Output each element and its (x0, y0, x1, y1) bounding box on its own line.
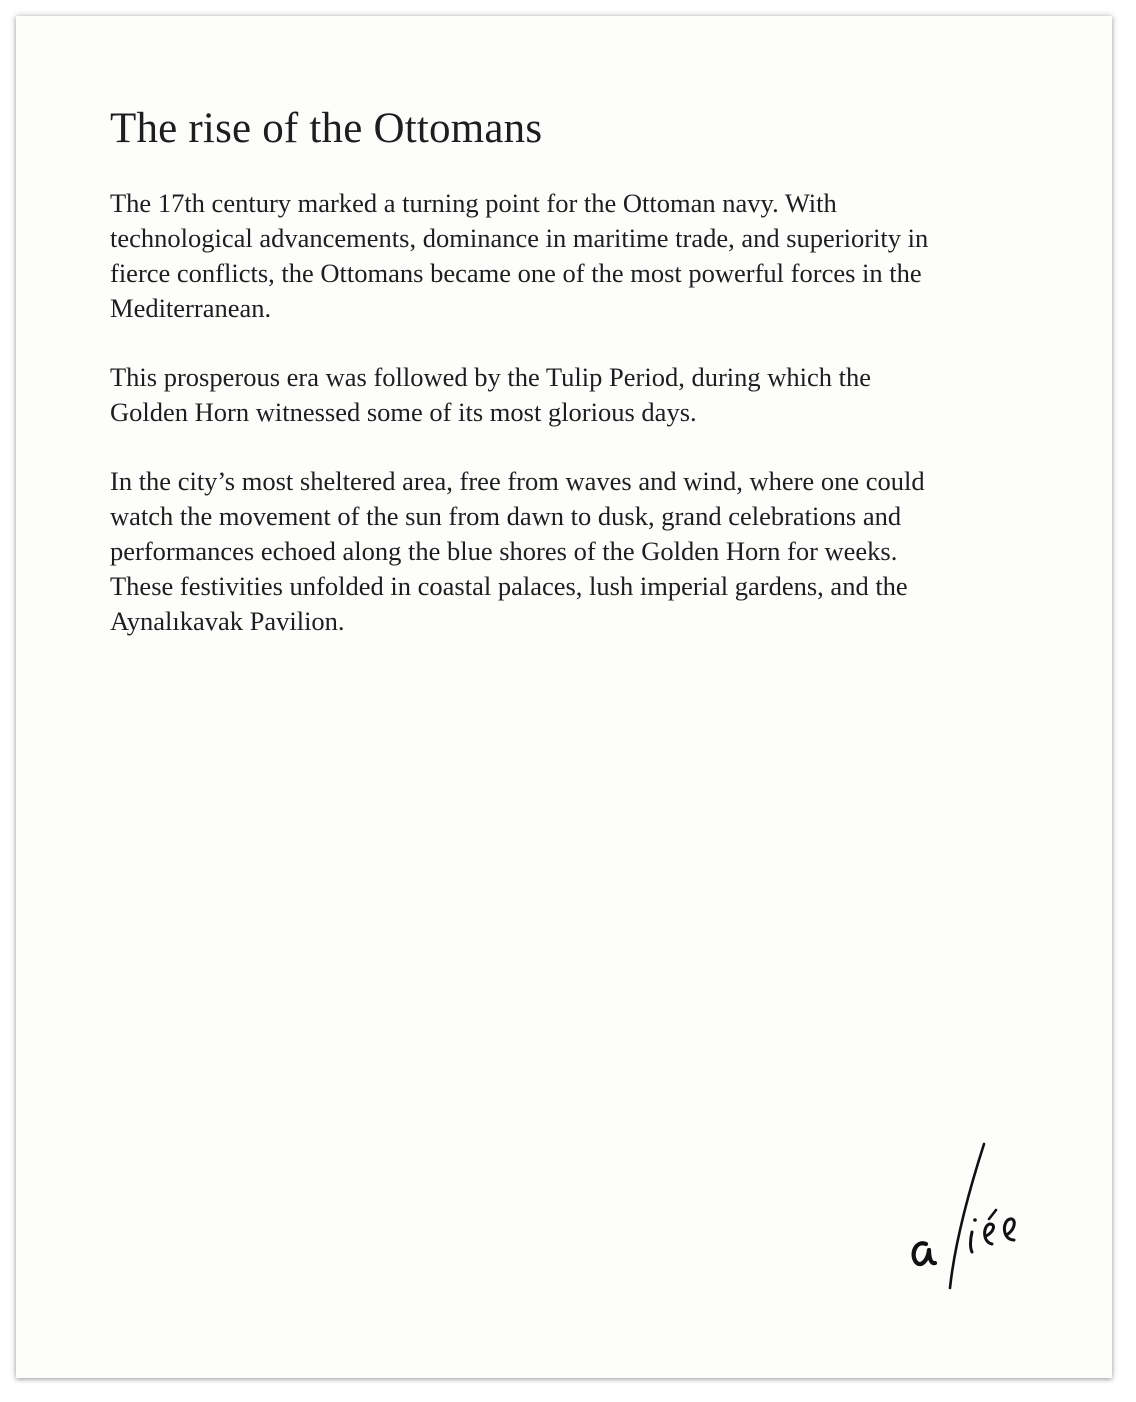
paragraph-2: This prosperous era was followed by the Tulip Period, during which the Golden Horn witnessed some of its most glorious days. (110, 362, 872, 427)
handwritten-signature-icon (904, 1140, 1034, 1320)
paragraph-3: In the city’s most sheltered area, free from waves and wind, where one could watch the movement of the sun from dawn to dusk, grand celebrations and performances echoed along the blue shores of the Golden Horn for weeks. These festivities unfolded in coastal palaces, lush imperial gardens, and the Aynalıkavak Pavilion. (110, 466, 925, 636)
document-title: The rise of the Ottomans (110, 105, 543, 152)
document-body (110, 102, 1030, 673)
paragraph-1: The 17th century marked a turning point for the Ottoman navy. With technological advancements, dominance in maritime trade, and superiority in fierce conflicts, the Ottomans became one of the most powerful forces in the Mediterranean. (110, 188, 929, 323)
document-page (16, 16, 1112, 1378)
